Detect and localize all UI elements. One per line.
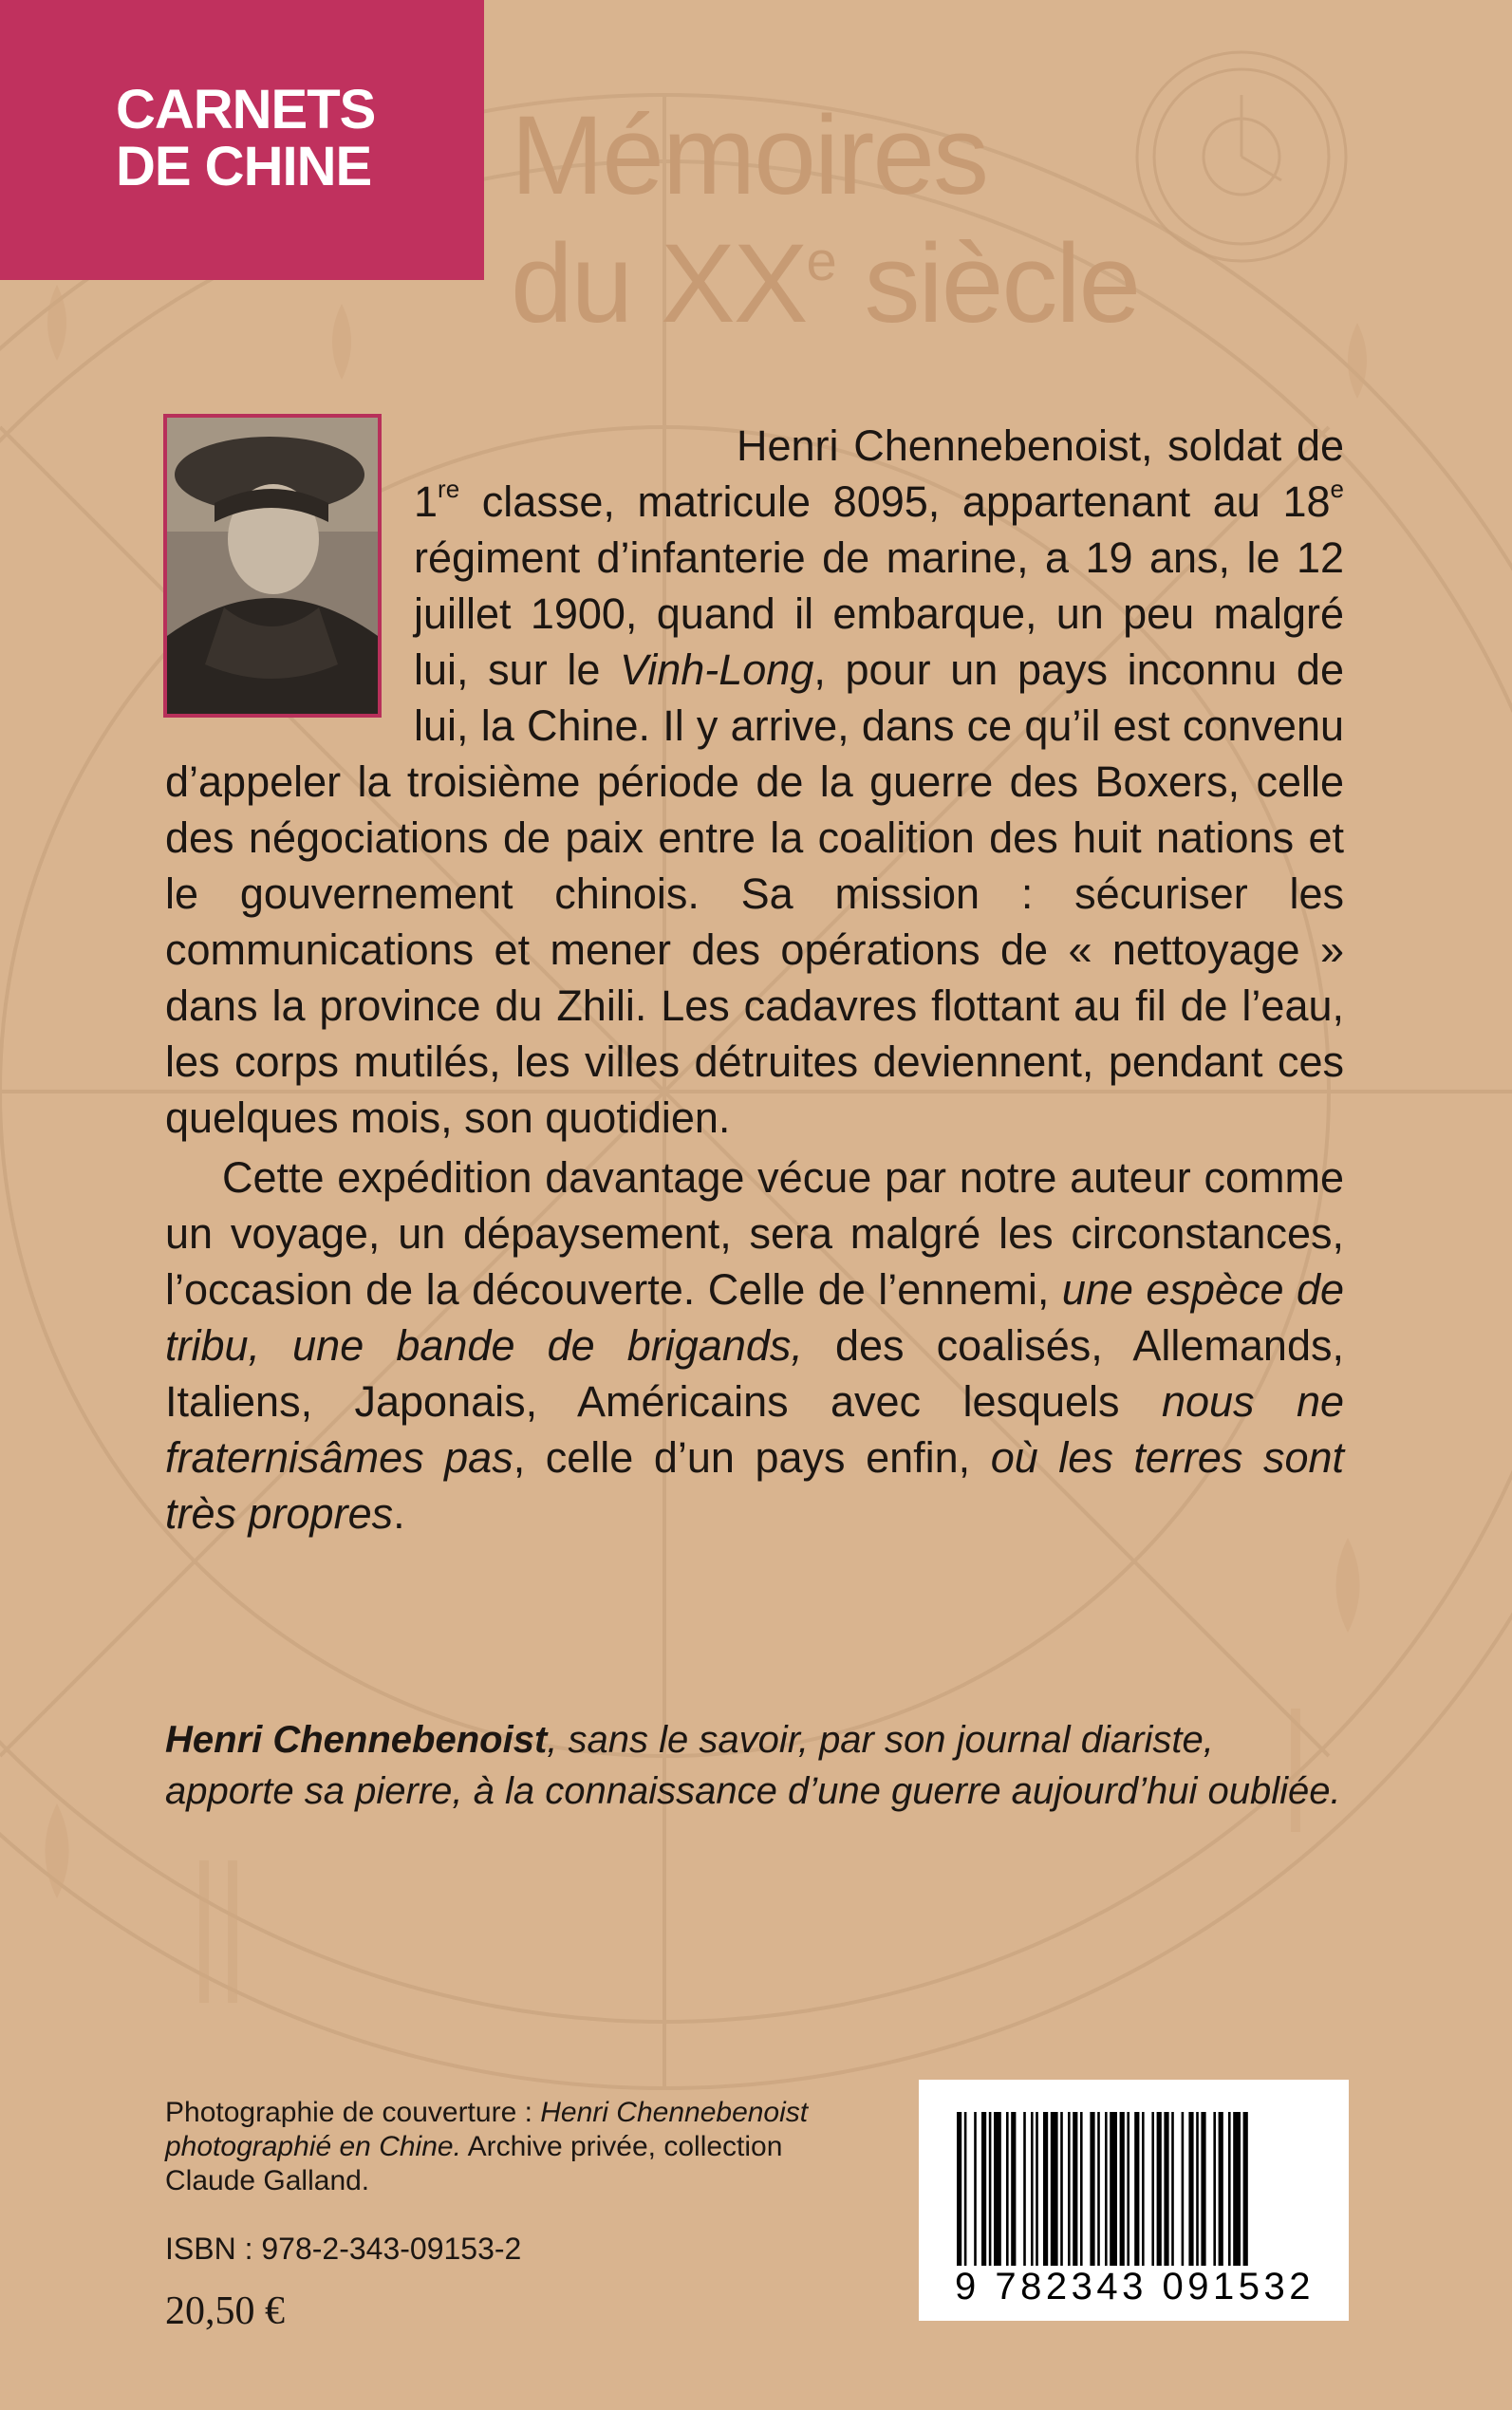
barcode-bar — [1023, 2112, 1026, 2266]
barcode-bar — [1182, 2112, 1185, 2266]
credit-italic: Henri Chennebenoist photographié en Chine. — [165, 2097, 809, 2162]
barcode-bar — [1213, 2112, 1216, 2266]
barcode-bar — [1068, 2112, 1071, 2266]
isbn: ISBN : 978-2-343-09153-2 — [165, 2232, 522, 2266]
series-banner — [0, 0, 484, 280]
barcode — [919, 2080, 1349, 2321]
credit-a: Photographie de couverture : — [165, 2097, 541, 2128]
barcode-bar — [1196, 2112, 1199, 2266]
p2-d: . — [393, 1489, 405, 1538]
p2-i3: où les terres sont très propres — [165, 1433, 1345, 1538]
p1-sup2: e — [1330, 475, 1344, 503]
barcode-bar — [957, 2112, 961, 2266]
barcode-bar — [1031, 2112, 1034, 2266]
blurb-paragraph-2 — [165, 1149, 1344, 1541]
series-title: CARNETS DE CHINE — [116, 79, 376, 197]
collection-line1: Mémoires — [511, 93, 987, 218]
barcode-bar — [1219, 2112, 1223, 2266]
photo-credit — [165, 2096, 849, 2198]
p1-sup1: re — [438, 475, 460, 503]
barcode-bar — [1243, 2112, 1248, 2266]
barcode-bar — [1006, 2112, 1009, 2266]
p2-a: Cette expédition davantage vécue par notre auteur comme un voyage, un dépaysement, sera malgré les circonstances, l’occasion de la découverte. Celle de l’ennemi, — [165, 1153, 1344, 1314]
barcode-bar — [1080, 2112, 1083, 2266]
collection-title — [511, 93, 1140, 346]
p2-b: des coalisés, Allemands, Italiens, Japonais, Américains avec lesquels — [165, 1321, 1344, 1426]
price: 20,50 € — [165, 2289, 285, 2333]
barcode-bar — [1110, 2112, 1117, 2266]
barcode-bar — [1164, 2112, 1168, 2266]
p1-ship: Vinh-Long — [620, 645, 814, 694]
barcode-bar — [1201, 2112, 1205, 2266]
p1-a: Henri Chennebenoist, soldat de 1 — [414, 421, 1344, 526]
barcode-bar — [1228, 2112, 1231, 2266]
p1-b: classe, matricule 8095, appartenant au 18 — [459, 477, 1331, 526]
p2-c: , celle d’un pays enfin, — [513, 1433, 991, 1482]
barcode-bar — [989, 2112, 992, 2266]
collection-line2-post: siècle — [834, 221, 1140, 346]
barcode-bar — [1233, 2112, 1241, 2266]
barcode-bar — [1090, 2112, 1094, 2266]
collection-line2-pre: du XX — [511, 221, 807, 346]
barcode-bar — [1151, 2112, 1154, 2266]
barcode-bar — [1073, 2112, 1077, 2266]
barcode-bar — [1011, 2112, 1016, 2266]
p1-c: régiment d’infanterie de marine, a 19 ans, le 12 juillet 1900, quand il embarque, un peu malgré lui, sur le — [414, 533, 1344, 694]
barcode-bar — [1127, 2112, 1129, 2266]
barcode-bar — [1142, 2112, 1145, 2266]
barcode-bar — [1157, 2112, 1162, 2266]
blurb-paragraph-1 — [165, 418, 1344, 1146]
author-note-text: , sans le savoir, par son journal diariste, apporte sa pierre, à la connaissance d’une guerre aujourd’hui oubliée. — [165, 1719, 1341, 1812]
blurb — [165, 418, 1344, 1541]
barcode-bar — [1105, 2112, 1108, 2266]
collection-line2 — [511, 209, 1140, 346]
author-note — [165, 1714, 1352, 1817]
barcode-bar — [964, 2112, 967, 2266]
barcode-bar — [1120, 2112, 1125, 2266]
barcode-bar — [1036, 2112, 1038, 2266]
barcode-bars — [928, 2112, 1339, 2266]
barcode-bar — [1171, 2112, 1174, 2266]
barcode-bar — [1188, 2112, 1193, 2266]
p2-i1: une espèce de tribu, une bande de brigands, — [165, 1265, 1344, 1370]
barcode-digits: 9 782343 091532 — [955, 2266, 1315, 2307]
barcode-bar — [1060, 2112, 1063, 2266]
barcode-bar — [1051, 2112, 1058, 2266]
barcode-bar — [1043, 2112, 1048, 2266]
barcode-bar — [994, 2112, 1001, 2266]
credit-b: Archive privée, collection Claude Galland. — [165, 2131, 783, 2196]
barcode-bar — [1134, 2112, 1139, 2266]
collection-line2-sup: e — [806, 231, 835, 292]
p1-d: , pour un pays inconnu de lui, la Chine. Il y arrive, dans ce qu’il est convenu d’appeler la troisième période de la guerre des Boxers, celle des négociations de paix entre la coalition des huit nations et le gouvernement chinois. Sa mission : sécuriser les communications et mener des opérations de « nettoyage » dans la province du Zhili. Les cadavres flottant au fil de l’eau, les corps mutilés, les villes détruites deviennent, pendant ces quelques mois, son quotidien. — [165, 645, 1344, 1142]
barcode-bar — [974, 2112, 977, 2266]
p2-i2: nous ne fraternisâmes pas — [165, 1377, 1345, 1482]
author-name: Henri Chennebenoist — [165, 1719, 548, 1761]
barcode-bar — [1097, 2112, 1100, 2266]
barcode-bar — [981, 2112, 986, 2266]
